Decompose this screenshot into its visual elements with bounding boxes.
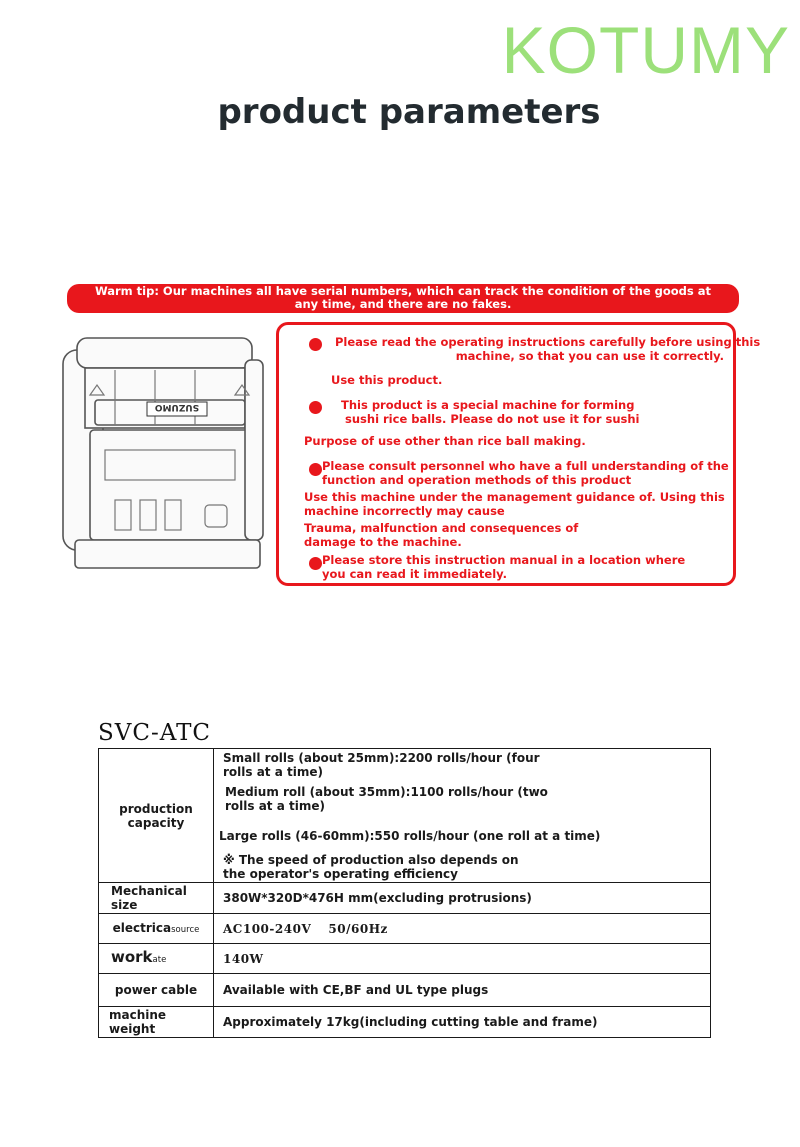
- brand-logo: KOTUMY: [501, 13, 790, 87]
- large-rolls-rate: Large rolls (46-60mm):550 rolls/hour (one roll at a time): [219, 828, 601, 843]
- source-label-text: source: [171, 924, 200, 935]
- bullet-dot-icon: [309, 401, 322, 414]
- bullet-dot-icon: [309, 463, 322, 476]
- table-row: [99, 974, 711, 1007]
- work-label-text: work: [111, 948, 153, 966]
- table-row: [99, 883, 711, 914]
- work-rate-label: [99, 944, 214, 974]
- electrical-source-value: AC100-240V 50/60Hz: [214, 914, 711, 944]
- power-cable-label: power cable: [99, 974, 214, 1007]
- notice-line: Use this product.: [331, 373, 443, 387]
- production-capacity-value: [214, 749, 711, 883]
- electrical-source-label: [99, 914, 214, 944]
- notice-line: Please consult personnel who have a full understanding of the: [322, 459, 729, 473]
- notice-line: you can read it immediately.: [322, 567, 507, 581]
- notice-line: Please store this instruction manual in a location where: [322, 553, 686, 567]
- table-row: [99, 1007, 711, 1038]
- notice-line: Trauma, malfunction and consequences of: [304, 521, 579, 535]
- notice-line: Please read the operating instructions carefully before using this: [335, 335, 761, 349]
- electrical-label-text: electrica: [112, 920, 172, 935]
- warm-tip-banner: [67, 284, 739, 313]
- notice-line: sushi rice balls. Please do not use it for sushi: [345, 412, 640, 426]
- production-note: ※ The speed of production also depends on the operator's operating efficiency: [223, 852, 519, 881]
- notice-line: Use this machine under the management guidance of. Using this: [304, 490, 725, 504]
- machine-weight-value: Approximately 17kg(including cutting table and frame): [214, 1007, 711, 1038]
- banner-line-2: any time, and there are no fakes.: [294, 297, 512, 311]
- power-cable-value: Available with CE,BF and UL type plugs: [214, 974, 711, 1007]
- banner-line-1: Warm tip: Our machines all have serial numbers, which can track the condition of the goods at: [94, 284, 712, 298]
- notice-line: function and operation methods of this product: [322, 473, 632, 487]
- bullet-dot-icon: [309, 338, 322, 351]
- mechanical-size-value: 380W*320D*476H mm(excluding protrusions): [214, 883, 711, 914]
- notice-line: damage to the machine.: [304, 535, 462, 549]
- mechanical-size-label: Mechanical size: [99, 883, 214, 914]
- table-row: [99, 749, 711, 883]
- parameters-table: [98, 748, 711, 1038]
- rate-label-text: ate: [152, 955, 167, 965]
- bullet-dot-icon: [309, 557, 322, 570]
- machine-brand-label: SUZUMO: [154, 402, 200, 412]
- production-capacity-label: production capacity: [99, 749, 214, 883]
- page-title: product parameters: [217, 92, 601, 132]
- machine-weight-label: machine weight: [99, 1007, 214, 1038]
- notice-line: machine, so that you can use it correctly.: [455, 349, 724, 363]
- table-row: [99, 944, 711, 974]
- work-rate-value: 140W: [214, 944, 711, 974]
- model-number: SVC-ATC: [98, 720, 212, 746]
- machine-illustration: [55, 330, 270, 580]
- notice-box: [276, 322, 761, 586]
- table-row: [99, 914, 711, 944]
- small-rolls-rate: Small rolls (about 25mm):2200 rolls/hour (four rolls at a time): [223, 750, 540, 779]
- notice-line: This product is a special machine for forming: [341, 398, 635, 412]
- notice-line: machine incorrectly may cause: [304, 504, 505, 518]
- medium-rolls-rate: Medium roll (about 35mm):1100 rolls/hour (two rolls at a time): [225, 784, 548, 813]
- notice-line: Purpose of use other than rice ball making.: [304, 434, 586, 448]
